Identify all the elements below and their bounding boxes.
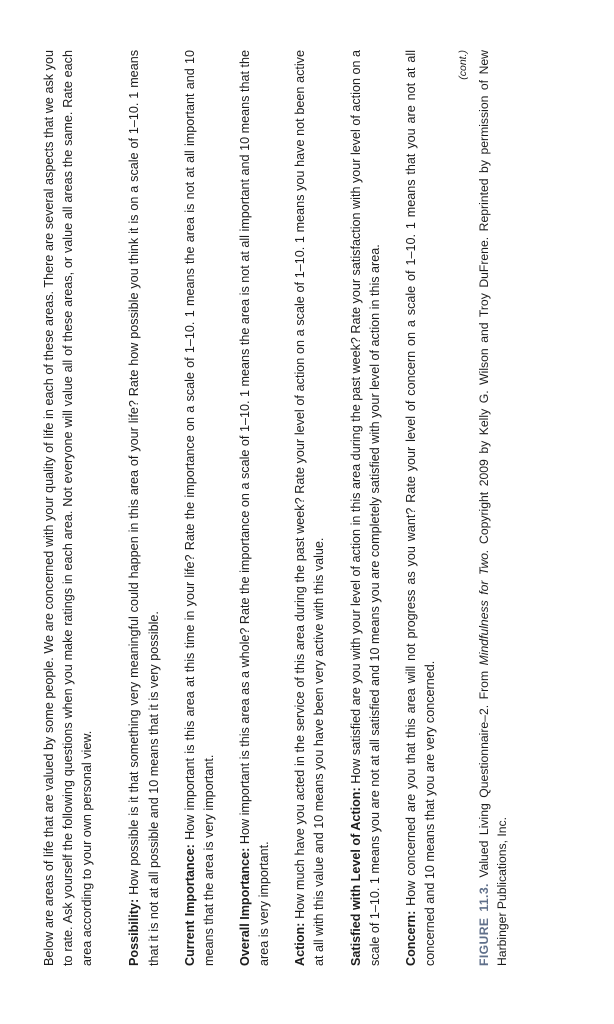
item-possibility [125, 50, 163, 966]
item-possibility-term: Possibility: [127, 898, 142, 966]
item-current-importance-text: How important is this area at this time in your life? Rate the importance on a scale of 1–10. 1 means the area is not at all important and 10 means that the area is very important. [182, 50, 216, 966]
intro-paragraph: Below are areas of life that are valued by some people. We are concerned with your quality of life in each of these areas. There are several aspects that we ask you to rate. Ask yourself the following questions when you make ratings in each area. Not everyone will value all of these areas, or value all areas the same. Rate each area according to your own personal view. [42, 50, 95, 966]
item-concern-text: How concerned are you that this area will not progress as you want? Rate your level of concern on a scale of 1–10. 1 means that you are not at all concerned and 10 means that you are very concerned. [403, 50, 437, 966]
figure-caption-text-after: Copyright 2009 by Kelly G. Wilson and Troy DuFrene. Reprinted by permission of New Harbinger Publications, Inc. [477, 50, 510, 966]
item-possibility-text: How possible is it that something very meaningful could happen in this area of your life? Rate how possible you think it is on a scale of 1–10. 1 means that it is not at all possible and 10 means that it is very possible. [127, 50, 161, 966]
figure-label: FIGURE 11.3. [477, 883, 492, 966]
item-satisfied-with-level-of-action [347, 50, 385, 966]
item-action-term: Action: [293, 922, 308, 966]
item-overall-importance [236, 50, 274, 966]
item-overall-importance-text: How important is this area as a whole? Rate the importance on a scale of 1–10. 1 means the area is not at all important and 10 means that the area is very important. [237, 50, 272, 966]
item-current-importance [181, 50, 219, 966]
figure-caption-text-before: Valued Living Questionnaire–2. From [477, 665, 492, 884]
continued-marker: (cont.) [457, 50, 470, 80]
item-action [291, 50, 329, 966]
item-satisfied-text: How satisfied are you with your level of action in this area during the past week? Rate your satisfaction with your level of action on a scale of 1–10. 1 means you are not at all satisfied and 10 means you are completely satisfied with your level of action in this area. [348, 49, 382, 966]
item-satisfied-term: Satisfied with Level of Action: [348, 787, 363, 966]
item-concern-term: Concern: [403, 910, 418, 966]
item-action-text: How much have you acted in the service of this area during the past week? Rate your level of action on a scale of 1–10. 1 means you have not been active at all with this value and 10 means you have been very active with this value. [293, 50, 327, 966]
document-body [40, 50, 512, 966]
item-overall-importance-term: Overall Importance: [237, 847, 252, 966]
figure-caption [475, 50, 512, 966]
item-current-importance-term: Current Importance: [182, 844, 197, 966]
figure-source-title: Mindfulness for Two. [477, 549, 492, 666]
item-concern [402, 50, 440, 966]
